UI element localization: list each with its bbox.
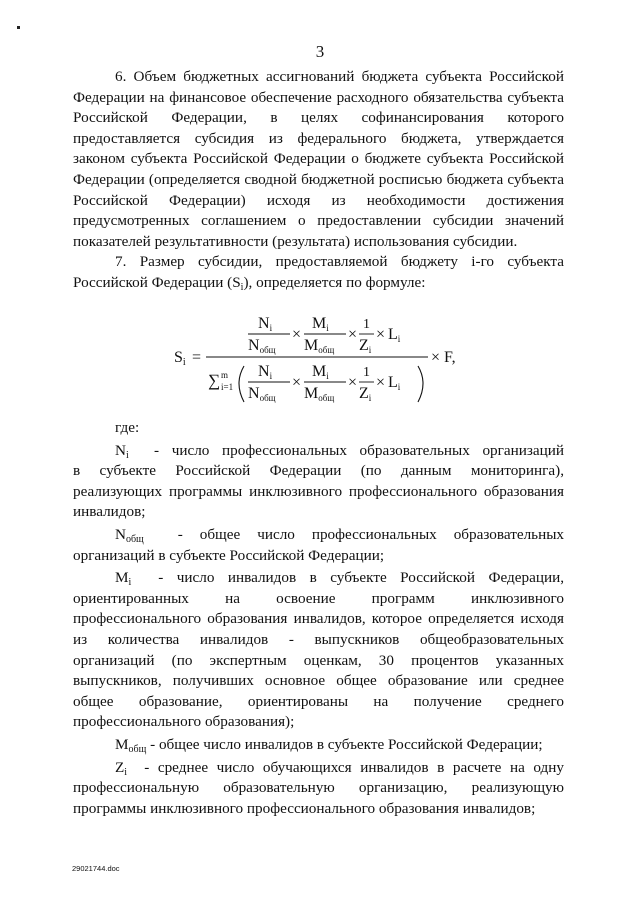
- formula-lhs: Si: [174, 349, 186, 368]
- one: 1: [363, 317, 370, 332]
- text-line: Федерации на финансовое обеспечение расходного обязательства субъекта: [73, 88, 564, 106]
- text-line: Российской Федерации, в целях софинансирования которого: [73, 109, 564, 127]
- text-line: предоставляется субсидия из федерального бюджета, утверждается: [73, 129, 564, 147]
- text-line: профессионального образования);: [73, 713, 295, 731]
- text-fragment: - общее число инвалидов в субъекте Российской Федерации;: [150, 735, 543, 753]
- text-line: предусмотренных соглашением о предоставлении субсидии значений: [73, 212, 564, 230]
- symbol: $M_i$: [115, 569, 132, 589]
- text-line: 6. Объем бюджетных ассигнований бюджета субъекта Российской: [115, 68, 564, 85]
- text-line: [73, 441, 564, 462]
- subscript: i: [240, 281, 244, 293]
- subsidy-formula: [170, 310, 470, 405]
- paragraph-6: [73, 67, 564, 294]
- formula-equals: =: [192, 349, 202, 366]
- times: ×: [292, 326, 302, 343]
- text-fragment: Российской Федерации (S: [73, 273, 241, 291]
- text-line: Российской Федерации) исходя из необходимости достижения: [73, 191, 564, 209]
- times: ×: [376, 326, 386, 343]
- text-line: профессионального образования инвалидов, которое определяется исходя: [73, 610, 564, 628]
- one: 1: [363, 365, 370, 380]
- definition-n-i: [73, 441, 564, 523]
- times: ×: [292, 374, 302, 391]
- m-i: Mi: [312, 363, 329, 381]
- definitions: [73, 418, 564, 819]
- l-i: Li: [388, 374, 401, 392]
- l-i: Li: [388, 326, 401, 344]
- formula-tail: × F,: [431, 349, 456, 366]
- sum-sign: ∑: [208, 371, 221, 390]
- sum-upper: m: [221, 370, 229, 380]
- definition-n-total: [73, 525, 564, 566]
- left-paren: [239, 366, 244, 402]
- text-line: [73, 273, 564, 294]
- text-fragment: - число инвалидов в субъекте Российской Федерации,: [158, 569, 564, 587]
- text-fragment: - среднее число обучающихся инвалидов в расчете на одну: [144, 758, 565, 776]
- z-i: Zi: [359, 385, 372, 403]
- text-line: [73, 735, 564, 756]
- text-fragment: - число профессиональных образовательных организаций: [154, 441, 564, 459]
- scan-speck: [17, 26, 20, 29]
- definition-m-total: [73, 735, 564, 756]
- formula-denominator: [208, 363, 423, 403]
- text-line: ориентированных на освоение программ инклюзивного: [73, 589, 564, 607]
- definition-m-i: [73, 568, 564, 733]
- times: ×: [348, 326, 358, 343]
- symbol: $Z_i$: [115, 758, 128, 778]
- text-line: Федерации (определяется сводной бюджетной росписью бюджета субъекта: [73, 170, 564, 188]
- definition-z-i: [73, 758, 564, 820]
- text-line: 7. Размер субсидии, предоставляемой бюджету i-го субъекта: [115, 253, 564, 271]
- text-line: законом субъекта Российской Федерации о бюджете субъекта Российской: [73, 150, 564, 168]
- n-total: Nобщ: [248, 337, 276, 355]
- text-line: инвалидов;: [73, 503, 146, 521]
- n-total: Nобщ: [248, 385, 276, 403]
- text-fragment: ), определяется по формуле:: [243, 273, 426, 291]
- symbol: $N_{общ}$: [115, 525, 144, 545]
- text-line: реализующих программы инклюзивного профессионального образования: [73, 482, 564, 500]
- text-line: [73, 525, 564, 546]
- text-line: программы инклюзивного профессионального образования инвалидов;: [73, 799, 536, 817]
- m-total: Mобщ: [304, 337, 335, 355]
- text-line: организаций (по экспертным оценкам, 30 процентов указанных: [73, 651, 564, 669]
- formula-numerator: [248, 315, 401, 355]
- n-i: Ni: [258, 315, 273, 333]
- text-line: выпускников, получивших основное общее образование или среднее: [73, 672, 564, 690]
- footer-filename: 29021744.doc: [72, 864, 120, 873]
- sum-lower: i=1: [221, 382, 234, 392]
- text-line: [73, 758, 564, 779]
- text-line: из количества инвалидов - выпускников общеобразовательных: [73, 630, 564, 648]
- where-label: где:: [115, 419, 140, 436]
- n-i: Ni: [258, 363, 273, 381]
- times: ×: [348, 374, 358, 391]
- text-line: показателей результативности (результата) использования субсидии.: [73, 232, 518, 250]
- text-line: профессиональную образовательную организацию, реализующую: [73, 779, 564, 797]
- text-line: в субъекте Российской Федерации (по данным мониторинга),: [73, 462, 564, 480]
- symbol: $N_i$: [115, 441, 129, 461]
- text-line: организаций в субъекте Российской Федерации;: [73, 546, 385, 564]
- text-fragment: - общее число профессиональных образовательных: [177, 525, 565, 543]
- page-number: 3: [315, 42, 325, 61]
- m-total: Mобщ: [304, 385, 335, 403]
- text-line: общее образование, ориентированы на получение среднего: [73, 692, 564, 710]
- text-line: [73, 568, 564, 589]
- z-i: Zi: [359, 337, 372, 355]
- symbol: $M_{общ}$: [115, 735, 147, 755]
- times: ×: [376, 374, 386, 391]
- m-i: Mi: [312, 315, 329, 333]
- right-paren: [418, 366, 423, 402]
